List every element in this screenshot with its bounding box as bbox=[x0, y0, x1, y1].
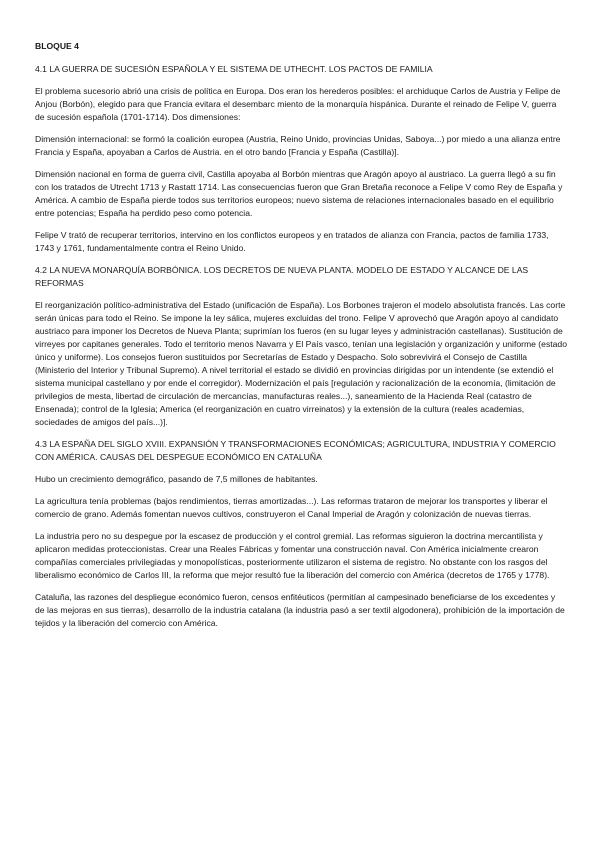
paragraph-4-3-demography: Hubo un crecimiento demográfico, pasando de 7,5 millones de habitantes. bbox=[35, 474, 318, 484]
paragraph-4-3-industry: La industria pero no su despegue por la escasez de producción y el control gremial. Las reformas siguieron la doctrina mercantilista y aplicaron medidas proteccionistas. Crear una Reales Fábricas y fomentar una construcción naval. Con América inicialmente crearon compañías comerciales privilegiadas y monopolísticas, posteriormente utilizaron el sistema de registro. No obstante con los rasgos del liberalismo económico de Carlos III, la reforma que mejor resultó fue la liberación del comercio con América (decretos de 1765 y 1778). bbox=[35, 531, 550, 580]
paragraph-4-1-international: Dimensión internacional: se formó la coalición europea (Austria, Reino Unido, provincias Unidas, Saboya...) por miedo a una alianza entre Francia y España, apoyaban a Carlos de Austria. en el otro bando [Francia y España (Castilla)]. bbox=[35, 134, 561, 157]
paragraph-4-3-agriculture: La agricultura tenía problemas (bajos rendimientos, tierras amortizadas...). Las reformas trataron de mejorar los transportes y liberar el comercio de grano. Además fomentan nuevos cultivos, construyeron el Canal Imperial de Aragón y colonización de nuevas tierras. bbox=[35, 496, 548, 519]
paragraph-4-1-intro: El problema sucesorio abrió una crisis de política en Europa. Dos eran los herederos posibles: el archiduque Carlos de Austria y Felipe de Anjou (Borbón), elegido para que Francia evitara el desembarc miento de la monarquía hispánica. Durante el reinado de Felipe V, guerra de sucesión española (1701-1714). Dos dimensiones: bbox=[35, 86, 561, 122]
block-title: BLOQUE 4 bbox=[35, 41, 79, 51]
paragraph-4-3-catalonia: Cataluña, las razones del despliegue económico fueron, censos enfitéuticos (permitían al campesinado beneficiarse de los excedentes y de las mejoras en sus tierras), desarrollo de la industria catalana (la industria pasó a ser textil algodonera), prohibición de la importación de tejidos y la liberación del comercio con América. bbox=[35, 592, 565, 628]
paragraph-4-2-reorganization: El reorganización político-administrativa del Estado (unificación de España). Los Borbones trajeron el modelo absolutista francés. Las corte serán únicas para todo el Reino. Se impone la ley sálica, mujeres excluidas del trono. Felipe V aprovechó que Aragón apoyo al candidato austriaco para imponer los Decretos de Nueva Planta; suprimían los fueros (en su lugar leyes y administración castellanas). Sustitución de virreyes por capitanes generales. Todo el territorio menos Navarra y El País vasco, tenían una legislación y organización y uniforme (estado único y uniforme). Los consejos fueron sustituidos por Secretarías de Estado y Despacho. Solo sobrevivirá el Consejo de Castilla (Ministerio del Interior y Tribunal Supremo). A nivel territorial el estado se dividió en provincias dirigidas por un intendente (se extendió el sistema municipal castellano y por ende el corregidor). Modernización el país [regulación y racionalización de la economía, (limitación de privilegios de mesta, libertad de circulación de mercancías, manufacturas reales...), saneamiento de la Hacienda Real (catastro de Ensenada); control de la Iglesia; America (el reorganización en cuatro virreinatos) y la extensión de la cultura (reales academias, sociedades de amigos del país...)]. bbox=[35, 300, 567, 427]
section-heading-4-2: 4.2 LA NUEVA MONARQUÍA BORBÓNICA. LOS DECRETOS DE NUEVA PLANTA. MODELO DE ESTADO Y ALCANCE DE LAS REFORMAS bbox=[35, 265, 529, 288]
section-heading-4-1: 4.1 LA GUERRA DE SUCESIÓN ESPAÑOLA Y EL SISTEMA DE UTHECHT. LOS PACTOS DE FAMILIA bbox=[35, 64, 433, 74]
paragraph-4-1-national: Dimensión nacional en forma de guerra civil, Castilla apoyaba al Borbón mientras que Aragón apoyo al austriaco. La guerra llegó a su fin con los tratados de Utrecht 1713 y Rastatt 1714. Las consecuencias fueron que Gran Bretaña reconoce a Felipe V como Rey de España y América. A cambio de España pierde todos sus territorios europeos; nuevo sistema de relaciones internacionales basado en el equilibrio entre potencias; España ha perdido peso como potencia. bbox=[35, 169, 563, 218]
section-heading-4-3: 4.3 LA ESPAÑA DEL SIGLO XVIII. EXPANSIÓN Y TRANSFORMACIONES ECONÓMICAS; AGRICULTURA, INDUSTRIA Y COMERCIO CON AMÉRICA. CAUSAS DEL DESPEGUE ECONÓMICO EN CATALUÑA bbox=[35, 439, 556, 462]
paragraph-4-1-felipe: Felipe V trató de recuperar territorios, intervino en los conflictos europeos y en tratados de alianza con Francia, pactos de familia 1733, 1743 y 1761, fundamentalmente contra el Reino Unido. bbox=[35, 230, 549, 253]
